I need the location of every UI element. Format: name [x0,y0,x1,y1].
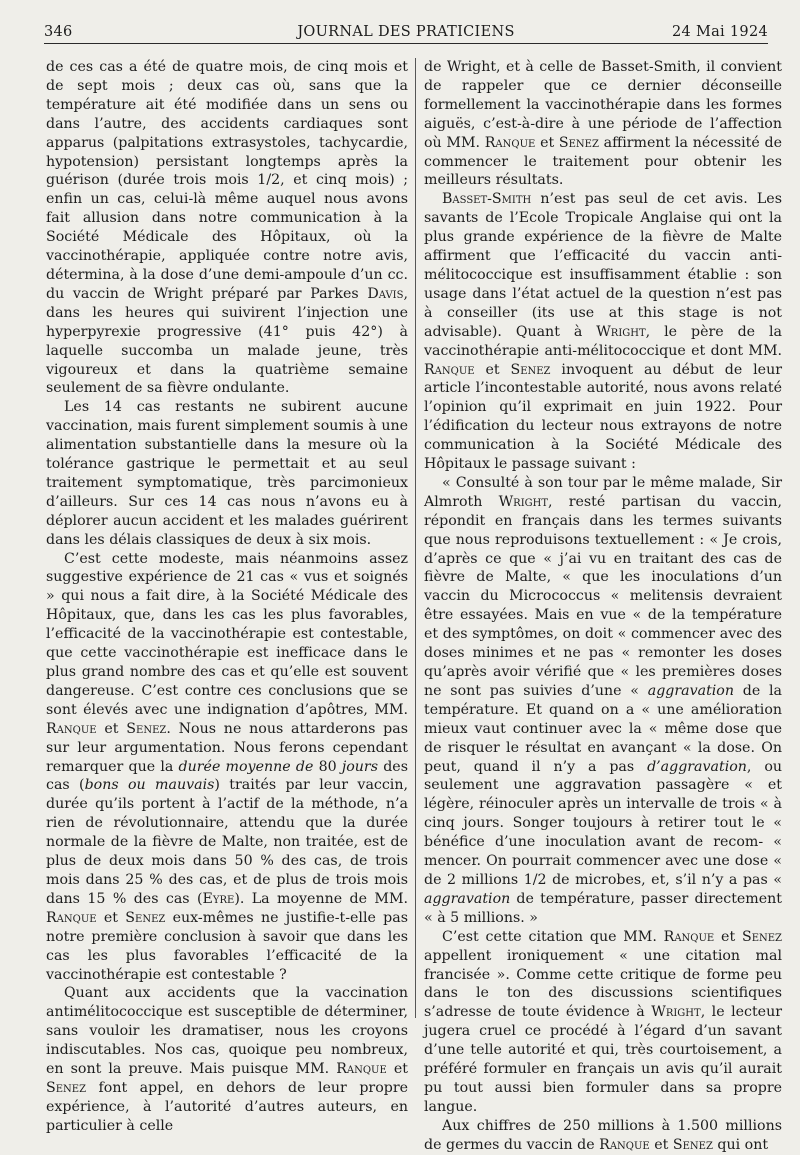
emphasis: durée moyenne de [178,758,314,775]
author-name: Ranque [484,134,536,151]
paragraph [46,984,408,1135]
paragraph [424,928,782,1117]
author-name: Ranque [663,928,715,945]
author-name: Senez [126,720,167,737]
text: et [535,134,559,151]
paragraph [46,550,408,985]
text: , ou seulement une aggravation passagère « et légère, réinoculer après un intervalle de trois « à cinq jours. Songer toujours à retirer tout le « bénéfice d’une inoculation avant de recom- « mencer. On pourrait commencer avec une dose « de 2 millions 1/2 de microbes, et, s’il n’y a pas « [424,758,782,888]
text: C’est cette modeste, mais néanmoins assez suggestive expérience de 21 cas « vus et soignés » qui nous a fait dire, à la Société Médicale des Hôpitaux, que, dans les cas les plus favorables, l’efficacité de la vaccinothérapie est contestable, que cette vaccinothérapie est inefficace dans le plus grand nombre des cas et qu’elle est souvent dangereuse. C’est contre ces conclusions que se sont élevés avec une indignation d’apôtres, MM. [46,550,408,718]
text: , le père de la vaccinothérapie anti-mélitococcique et dont MM. [424,323,782,359]
running-header [44,18,768,46]
text: , le lecteur jugera cruel ce procédé à l’égard d’un savant d’une telle autorité et qui, très courtoisement, a préféré formuler en français un avis qu’il aurait pu tout aussi bien formuler dans sa propre langue. [424,1004,783,1115]
column-divider [415,58,416,1018]
text: n’est pas seul de cet avis. Les savants de l’Ecole Tropicale Anglaise qui ont la plus grande expérience de la fièvre de Malte affirment que l’efficacité du vaccin anti-mélitococcique est insuffisamment établie : son usage dans l’état actuel de la question n’est pas à conseiller (its use at this stage is not advisable). Quant à [424,191,782,340]
text: et [649,1136,673,1153]
author-name: Ranque [46,909,97,926]
text: . Nous ne nous attarderons pas sur leur argumentation. Nous ferons cependant remarquer que la [46,720,408,775]
text: Les 14 cas restants ne subirent aucune vaccination, mais furent simplement soumis à une alimentation substantielle dans la mesure où la tolérance gastrique le permettait et au seul traitement symptomatique, très parcimonieux d’ailleurs. Sur ces 14 cas nous n’avons eu à déplorer aucun accident et les malades guérirent dans les délais classiques de deux à six mois. [46,399,408,548]
text: , resté partisan du vaccin, répondit en français dans les termes suivants que nous reproduisons textuellement : « Je crois, d’après ce que « j’ai vu en traitant des cas de fièvre de Malte, « que les inoculations d’un vaccin du Micrococcus « melitensis devraient être essayées. Mais en vue « de la température et des symptômes, on doit « commencer avec des doses minimes et ne pas « remonter les doses qu’après avoir vérifié que « les premières doses ne sont pas suivies d’une « [424,493,782,699]
text: C’est cette citation que MM. [442,928,664,945]
text: Aux chiffres de 250 millions à 1.500 millions de germes du vaccin de [424,1117,782,1153]
text: Quant aux accidents que la vaccination antimélitococcique est susceptible de déterminer, sans vouloir les dramatiser, nous les croyons indiscutables. Nos cas, quoique peu nombreux, en sont la preuve. Mais puisque MM. [46,985,408,1078]
author-name: Senez [672,1136,713,1153]
text: des cas ( [46,758,408,794]
text: et [96,909,126,926]
text: « Consulté à son tour par le même malade, Sir Almroth [424,474,782,510]
author-name: Wright [596,323,646,340]
emphasis: aggravation [424,890,511,907]
header-rule [44,43,768,44]
author-name: Ranque [599,1136,650,1153]
text: affirment la nécessité de commencer le traitement pour obtenir les meilleurs résultats. [424,134,782,189]
text: , dans les heures qui suivirent l’injection une hyperpyrexie progressive (41° puis 42°) à laquelle succomba un malade jeune, très vigoureux et dans la quatrième semaine seulement de sa fièvre ondulante. [46,285,408,397]
emphasis: jours [341,758,378,775]
author-name: Eyre [202,890,235,907]
author-name: Wright [498,493,549,510]
text: ). La moyenne de MM. [234,890,408,907]
author-name: Basset-Smith [442,191,532,208]
page-number: 346 [44,24,73,40]
paragraph [424,190,782,474]
author-name: Senez [558,134,599,151]
text: invoquent au début de leur article l’incontestable autorité, nous avons relaté l’opinion qu’il exprimait en juin 1922. Pour l’édification du lecteur nous extrayons de notre communication à la Société Médicale des Hôpitaux le passage suivant : [424,361,782,473]
text: et [714,928,742,945]
text: ) traités par leur vaccin, durée qu’ils portent à l’actif de la méthode, n’a rien de révolutionnaire, attendu que la durée normale de la fièvre de Malte, non traitée, est de plus de deux mois dans 50 % des cas, de trois mois dans 25 % des cas, et de plus de trois mois dans 15 % des cas ( [46,777,408,907]
text: de Wright, et à celle de Basset-Smith, il convient de rappeler que ce dernier déconseille formellement la vaccinothérapie dans les formes aiguës, c’est-à-dire à une période de l’affection où MM. [424,59,782,151]
author-name: Senez [741,928,782,945]
text: de la température. Et quand on a « une amélioration mieux vaut continuer avec la « même dose que de risquer le résultat en avançant « la dose. On peut, quand il n’y a pas [424,682,783,775]
emphasis: d’aggravation [647,758,747,775]
author-name: Ranque [336,1061,387,1078]
text: et [96,720,127,737]
quotation-paragraph [424,474,782,928]
paragraph [46,58,408,398]
text: qui ont [712,1136,769,1153]
author-name: Ranque [424,361,475,378]
left-column [46,58,408,1136]
text: eux-mêmes ne justifie-t-elle pas notre première conclusion à savoir que dans les cas les plus favorables l’efficacité de la vaccinothérapie est contestable ? [46,909,408,983]
text: font appel, en dehors de leur propre expérience, à l’autorité d’autres auteurs, en particulier à celle [46,1079,408,1134]
paragraph [424,1117,782,1155]
issue-date: 24 Mai 1924 [672,24,768,40]
author-name: Senez [125,909,166,926]
emphasis: bons ou mauvais [84,777,215,794]
text: et [386,1061,408,1078]
paragraph [46,398,408,549]
paragraph [424,58,782,190]
author-name: Senez [510,361,551,378]
text: de ces cas a été de quatre mois, de cinq mois et de sept mois ; deux cas où, sans que la température ait été modifiée dans un sens ou dans l’autre, des accidents cardiaques sont apparus (palpitations extrasystoles, tachycardie, hypotension) persistant longtemps après la guérison (durée trois mois 1/2, et cinq mois) ; enfin un cas, celui-là même auquel nous avons fait allusion dans notre communication à la Société Médicale des Hôpitaux, où la vaccinothérapie, appliquée contre notre avis, détermina, à la dose d’une demi-ampoule d’un cc. du vaccin de Wright préparé par Parkes [46,59,408,302]
author-name: Wright [651,1004,701,1021]
author-name: Ranque [46,720,97,737]
text: appellent ironiquement « une citation mal francisée ». Comme cette critique de forme peu dans le ton des discussions scientifiques s’adresse de toute évidence à [424,947,782,1021]
journal-title: JOURNAL DES PRATICIENS [297,24,515,40]
text: de température, passer directement « à 5 millions. » [424,890,782,926]
author-name: Davis [367,285,404,302]
text: et [474,361,511,378]
right-column [424,58,782,1155]
text: 80 [313,758,342,775]
emphasis: aggravation [647,682,734,699]
author-name: Senez [46,1079,87,1096]
